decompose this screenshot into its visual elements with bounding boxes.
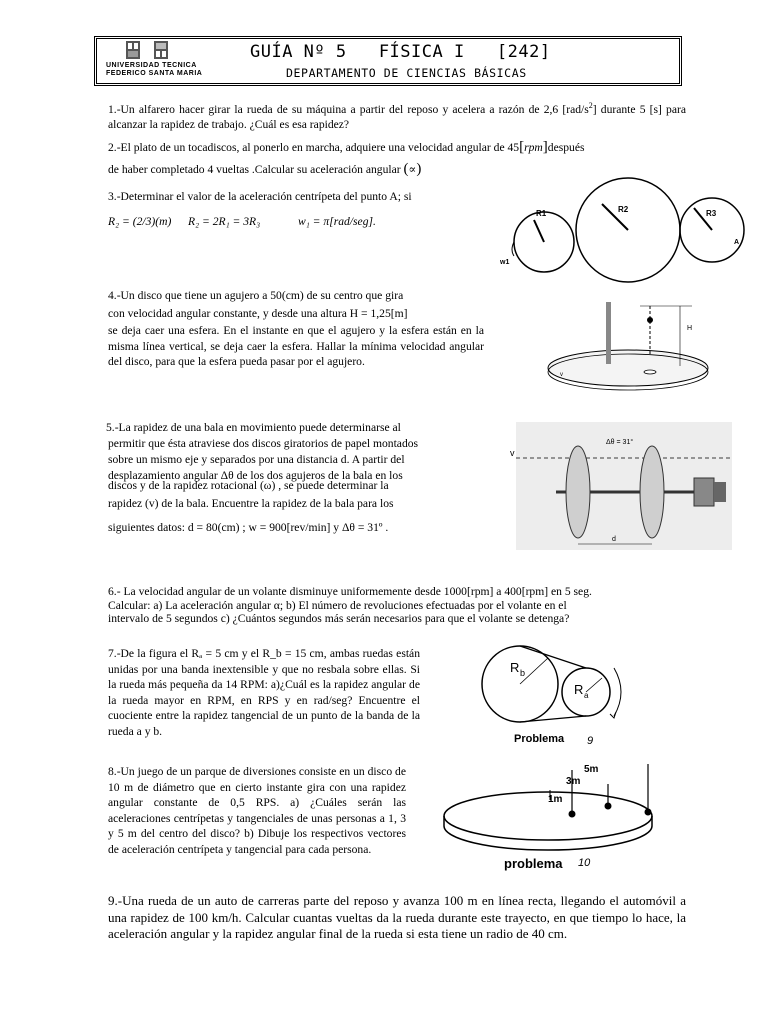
problem-2-line2: de haber completado 4 vueltas .Calcular su aceleración angular (∝)	[108, 161, 422, 177]
problem-3-text: 3.-Determinar el valor de la aceleración centrípeta del punto A; si	[108, 190, 412, 203]
university-logo	[108, 40, 188, 62]
fig4-label-v: v	[560, 372, 563, 378]
problem-3-eq1: R₂ = (2/3)(m)	[108, 215, 172, 228]
fig5-disc-1	[566, 446, 590, 538]
problem-5-line6: rapidez (v) de la bala. Encuentre la rapidez de la bala para los	[108, 497, 394, 510]
problem-6-line2: Calcular: a) La aceleración angular α; b) El número de revoluciones efectuadas por el volante en el	[108, 599, 567, 612]
problem-2: 2.-El plato de un tocadiscos, al ponerlo en marcha, adquiere una velocidad angular de 45[rpm]después	[108, 139, 585, 155]
problem-5-line7: siguientes datos: d = 80(cm) ; w = 900[rev/min] y Δθ = 31º .	[108, 521, 389, 534]
problem-4-line1: 4.-Un disco que tiene un agujero a 50(cm) de su centro que gira	[108, 289, 404, 302]
university-line2: FEDERICO SANTA MARIA	[106, 70, 203, 77]
fig4-ball	[647, 317, 653, 323]
problem-7-text: 7.-De la figura el Rₐ = 5 cm y el R_b = 15 cm, ambas ruedas están unidas por una banda inextensible y que no resbala sobre ellas. Si la rueda más pequeña da 14 RPM: a)¿Cuál es la rapidez angular de la rueda mayor en RPM, en RPS y en rad/seg? Encuentre el cuociente entre la rapidez tangencial de un punto de la banda de la rueda a y b.	[108, 647, 420, 738]
problem-5-line1: 5.-La rapidez de una bala en movimiento puede determinarse al	[106, 421, 401, 434]
problem-6-line1: 6.- La velocidad angular de un volante disminuye uniformemente desde 1000[rpm] a 400[rpm] en 5 seg.	[108, 585, 592, 598]
problem-3-eq3: w₁ = π[rad/seg].	[298, 215, 376, 228]
page-title: GUÍA Nº 5 FÍSICA I [242]	[250, 42, 551, 62]
department-name: DEPARTAMENTO DE CIENCIAS BÁSICAS	[286, 66, 527, 80]
fig3-label-r2: R2	[618, 205, 629, 214]
fig3-label-a: A	[734, 239, 740, 246]
problem-4-rest: se deja caer una esfera. En el instante en que el agujero y la esfera están en la misma línea vertical, se deja caer la esfera. Hallar la mínima velocidad angular del disco, para que la esfera pueda pasar por el agujero.	[108, 324, 484, 368]
fig8-person-1m	[569, 811, 576, 818]
problem-8-text: 8.-Un juego de un parque de diversiones consiste en un disco de 10 m de diámetro que en cierto instante gira con una rapidez angular constante de 0,5 RPS. a) ¿Cuáles serán las aceleraciones centrípetas y tangenciales de unas personas a 1, 3 y 5 m del centro del disco? b) Dibuje los respectivos vectores de aceleración centrípeta y tangencial para cada persona.	[108, 765, 406, 856]
problem-1-sup: 2	[588, 101, 593, 110]
problem-7-figure	[474, 642, 644, 752]
problem-2-text-a: 2.-El plato de un tocadiscos, al ponerlo en marcha, adquiere una velocidad angular de 45	[108, 141, 520, 154]
problem-1-text-a: 1.-Un alfarero hacer girar la rueda de su máquina a partir del reposo y acelera a razón de 2,6 [rad/s	[108, 102, 589, 116]
fig7-label-rb: R	[510, 660, 520, 675]
problem-5-figure	[510, 422, 732, 550]
problem-2-symbol: ∝	[408, 163, 417, 176]
problem-1-text-b: ] durante 5 [s] para alcanzar la rapidez de trabajo. ¿Cuál es esa rapidez?	[108, 102, 686, 132]
fig3-label-r1: R1	[536, 209, 547, 218]
fig7-label-rb-sub: b	[520, 668, 526, 678]
problem-1	[108, 98, 686, 133]
fig8-label-3m: 3m	[566, 776, 581, 787]
fig5-disc-2	[640, 446, 664, 538]
problem-3-eq2: R₂ = 2R₁ = 3R₃	[188, 215, 261, 228]
fig3-label-r3: R3	[706, 209, 717, 218]
problem-6-line3: intervalo de 5 segundos c) ¿Cuántos segundos más serán necesarios para que el volante se detenga?	[108, 612, 570, 625]
fig7-label-ra-sub: a	[584, 691, 589, 700]
fig8-caption: problema	[504, 856, 563, 871]
problem-8-figure	[440, 760, 660, 878]
problem-5-line4: desplazamiento angular Δθ de los dos agujeros de la bala en los	[108, 469, 403, 482]
fig8-caption-num: 10	[578, 857, 591, 869]
fig8-person-3m	[605, 803, 612, 810]
problem-5-line3: sobre un mismo eje y separados por una distancia d. A partir del	[108, 453, 405, 466]
fig5-label-v: v	[510, 448, 515, 458]
university-name	[106, 62, 202, 78]
problem-5-line2: permitir que ésta atraviese dos discos giratorios de papel montados	[108, 437, 419, 450]
fig4-disc	[548, 350, 708, 386]
fig4-axle	[606, 302, 611, 364]
problem-2-text-c: de haber completado 4 vueltas .Calcular su aceleración angular	[108, 163, 404, 176]
problem-4-line2: con velocidad angular constante, y desde una altura H = 1,25[m]	[108, 307, 408, 320]
problem-2-text-b: después	[547, 141, 585, 154]
problem-3-figure	[494, 190, 754, 275]
problem-9-text: 9.-Una rueda de un auto de carreras parte del reposo y avanza 100 m en línea recta, llegando el automóvil a una rapidez de 100 km/h. Calcular cuantas vueltas da la rueda durante este trayecto, en que tiempo lo hace, la aceleración angular y la rapidez angular final de la rueda si esta tiene un radio de 40 cm.	[108, 893, 686, 941]
fig5-label-d: d	[612, 536, 616, 543]
fig8-label-5m: 5m	[584, 764, 599, 775]
problem-4-figure	[540, 296, 736, 400]
university-line1: UNIVERSIDAD TECNICA	[106, 62, 197, 69]
fig5-label-angle: Δθ = 31°	[606, 439, 634, 446]
fig4-label-h: H	[687, 325, 693, 332]
fig7-caption: Problema	[514, 733, 565, 745]
fig8-person-5m	[645, 809, 652, 816]
problem-5-line5: discos y de la rapidez rotacional (ω) , se puede determinar la	[108, 479, 389, 492]
fig7-label-ra: R	[574, 682, 584, 697]
fig7-caption-num: 9	[587, 735, 594, 747]
fig3-label-w1: w1	[500, 259, 510, 266]
fig8-label-1m: 1m	[548, 794, 563, 805]
problem-2-unit: rpm	[524, 141, 543, 154]
